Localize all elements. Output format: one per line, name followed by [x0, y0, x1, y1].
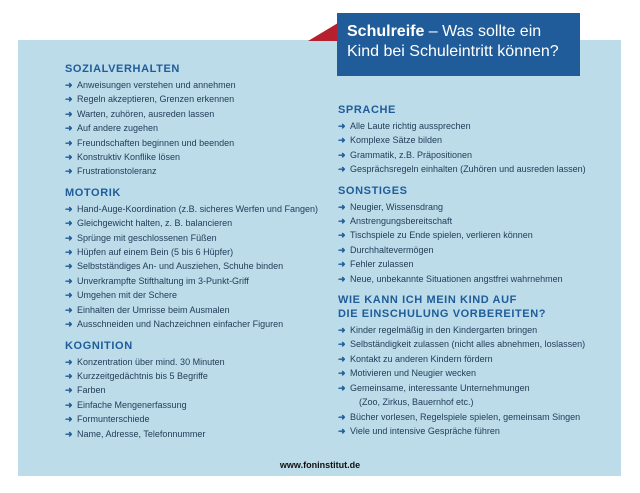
arrow-right-icon: ➜ [65, 399, 73, 410]
section-heading-line: WIE KANN ICH MEIN KIND AUF [338, 294, 517, 307]
list-item [338, 133, 608, 147]
banner-tab [308, 23, 338, 41]
arrow-right-icon: ➜ [65, 108, 73, 119]
list-item-text: Hand-Auge-Koordination (z.B. sicheres Werfen und Fangen) [77, 203, 318, 214]
arrow-right-icon: ➜ [338, 325, 346, 336]
bullet-list [338, 323, 608, 438]
arrow-right-icon: ➜ [338, 382, 346, 393]
section-motorik [65, 186, 325, 332]
arrow-right-icon: ➜ [338, 216, 346, 227]
arrow-right-icon: ➜ [65, 428, 73, 439]
list-item-text: Selbständigkeit zulassen (nicht alles abnehmen, loslassen) [350, 339, 586, 350]
bullet-list [65, 355, 325, 441]
list-item [65, 355, 325, 369]
list-item [65, 164, 325, 178]
list-item [338, 366, 608, 380]
list-item [338, 272, 608, 286]
arrow-right-icon: ➜ [65, 247, 73, 258]
list-item-text: Komplexe Sätze bilden [350, 135, 443, 146]
arrow-right-icon: ➜ [65, 290, 73, 301]
arrow-right-icon: ➜ [65, 123, 73, 134]
list-item [65, 92, 325, 106]
list-item [65, 369, 325, 383]
list-item-text: Durchhaltevermögen [350, 244, 434, 255]
arrow-right-icon: ➜ [65, 203, 73, 214]
section-heading-line: SOZIALVERHALTEN [65, 63, 180, 75]
arrow-right-icon: ➜ [338, 121, 346, 131]
arrow-right-icon: ➜ [338, 273, 346, 284]
arrow-right-icon: ➜ [65, 356, 73, 367]
list-item [338, 337, 608, 351]
list-item [338, 200, 608, 214]
list-item [65, 412, 325, 426]
list-item-text: Fehler zulassen [350, 259, 414, 270]
section-kognition [65, 339, 325, 441]
arrow-right-icon: ➜ [65, 80, 73, 90]
arrow-right-icon: ➜ [338, 244, 346, 255]
banner-title-rest: – Was sollte ein [424, 23, 542, 40]
list-item-text: Einhalten der Umrisse beim Ausmalen [77, 304, 230, 315]
list-item [338, 381, 608, 395]
list-item-text: Alle Laute richtig aussprechen [350, 121, 471, 131]
arrow-right-icon: ➜ [338, 353, 346, 364]
arrow-right-icon: ➜ [65, 414, 73, 425]
list-item [338, 424, 608, 438]
list-item [65, 303, 325, 317]
list-item [338, 243, 608, 257]
list-item [65, 317, 325, 331]
arrow-right-icon: ➜ [338, 339, 346, 350]
list-item [65, 136, 325, 150]
list-item-text: Farben [77, 385, 106, 396]
list-item [65, 274, 325, 288]
list-item [65, 383, 325, 397]
list-item [65, 107, 325, 121]
section-heading-line: SPRACHE [338, 104, 396, 116]
list-item [65, 202, 325, 216]
list-item [65, 150, 325, 164]
section-heading-line: MOTORIK [65, 186, 121, 199]
left-column [65, 62, 325, 448]
list-item-text: Neue, unbekannte Situationen angstfrei wahrnehmen [350, 273, 563, 284]
list-item-text: Motivieren und Neugier wecken [350, 368, 477, 379]
list-item-text: Gemeinsame, interessante Unternehmungen [350, 382, 530, 393]
arrow-right-icon: ➜ [65, 166, 73, 177]
list-item-text: Unverkrampfte Stifthaltung im 3-Punkt-Griff [77, 275, 249, 286]
arrow-right-icon: ➜ [65, 275, 73, 286]
list-item-text: Konstruktiv Konflike lösen [77, 152, 181, 163]
arrow-right-icon: ➜ [65, 94, 73, 105]
arrow-right-icon: ➜ [65, 261, 73, 272]
arrow-right-icon: ➜ [338, 201, 346, 212]
list-item-text: Anweisungen verstehen und annehmen [77, 80, 236, 90]
list-item [65, 216, 325, 230]
section-sozialverhalten [65, 62, 325, 179]
section-sonstiges [338, 184, 608, 286]
arrow-right-icon: ➜ [65, 370, 73, 381]
section-wie-kann-ich-mein-kind-auf [338, 293, 608, 438]
title-banner [337, 13, 580, 76]
list-item-text: Neugier, Wissensdrang [350, 201, 444, 212]
banner-title-line2: Kind bei Schuleintritt können? [347, 43, 559, 60]
list-item-text: Anstrengungsbereitschaft [350, 216, 453, 227]
arrow-right-icon: ➜ [65, 304, 73, 315]
list-item [338, 257, 608, 271]
list-item-text: Selbstständiges An- und Ausziehen, Schuhe binden [77, 261, 284, 272]
list-item-text: Konzentration über mind. 30 Minuten [77, 356, 225, 367]
bullet-list [65, 202, 325, 332]
list-item [338, 148, 608, 162]
arrow-right-icon: ➜ [338, 368, 346, 379]
list-item [338, 162, 608, 176]
list-item [65, 288, 325, 302]
bullet-list [338, 119, 608, 177]
arrow-right-icon: ➜ [338, 135, 346, 146]
list-item-text: Viele und intensive Gespräche führen [350, 425, 500, 436]
list-item-text: Ausschneiden und Nachzeichnen einfacher Figuren [77, 319, 284, 330]
list-item [65, 259, 325, 273]
banner-title-bold: Schulreife [347, 23, 425, 40]
list-item-text: Regeln akzeptieren, Grenzen erkennen [77, 94, 235, 105]
section-heading [65, 186, 325, 200]
list-item-text: Kurzzeitgedächtnis bis 5 Begriffe [77, 370, 208, 381]
section-heading [338, 184, 608, 198]
arrow-right-icon: ➜ [338, 411, 346, 422]
list-item [65, 398, 325, 412]
list-item [338, 410, 608, 424]
arrow-right-icon: ➜ [65, 385, 73, 396]
list-item-text: Freundschaften beginnen und beenden [77, 137, 235, 148]
list-item-text: Umgehen mit der Schere [77, 290, 178, 301]
arrow-right-icon: ➜ [65, 137, 73, 148]
list-item-text: Hüpfen auf einem Bein (5 bis 6 Hüpfer) [77, 247, 234, 258]
arrow-right-icon: ➜ [338, 425, 346, 436]
list-item [338, 323, 608, 337]
list-item-text: Bücher vorlesen, Regelspiele spielen, gemeinsam Singen [350, 411, 581, 422]
list-item-text: (Zoo, Zirkus, Bauernhof etc.) [359, 397, 474, 408]
bullet-list [338, 200, 608, 286]
right-column [338, 103, 608, 445]
arrow-right-icon: ➜ [338, 164, 346, 175]
section-heading [338, 293, 608, 321]
list-item-text: Tischspiele zu Ende spielen, verlieren können [350, 230, 533, 241]
list-item-text: Kontakt zu anderen Kindern fördern [350, 353, 493, 364]
footer-url[interactable]: www.foninstitut.de [279, 460, 361, 470]
section-heading-line: DIE EINSCHULUNG VORBEREITEN? [338, 308, 547, 321]
arrow-right-icon: ➜ [65, 319, 73, 330]
section-sprache [338, 103, 608, 177]
section-heading [65, 62, 325, 76]
list-item-text: Name, Adresse, Telefonnummer [77, 428, 206, 439]
list-item-text: Kinder regelmäßig in den Kindergarten bringen [350, 325, 538, 336]
list-item [65, 427, 325, 441]
list-item-text: Warten, zuhören, ausreden lassen [77, 108, 215, 119]
arrow-right-icon: ➜ [338, 259, 346, 270]
arrow-right-icon: ➜ [338, 149, 346, 160]
list-item [338, 228, 608, 242]
list-item-text: Auf andere zugehen [77, 123, 159, 134]
banner-title-line1 [347, 22, 570, 41]
list-item [65, 245, 325, 259]
list-item [338, 352, 608, 366]
list-item-text: Gesprächsregeln einhalten (Zuhören und ausreden lassen) [350, 164, 586, 175]
list-item-text: Einfache Mengenerfassung [77, 399, 187, 410]
list-item [65, 78, 325, 92]
section-heading-line: SONSTIGES [338, 184, 408, 197]
list-item-text: Grammatik, z.B. Präpositionen [350, 149, 473, 160]
list-item [338, 395, 608, 409]
arrow-right-icon: ➜ [65, 152, 73, 163]
list-item-text: Gleichgewicht halten, z. B. balancieren [77, 218, 233, 229]
bullet-list [65, 78, 325, 179]
arrow-right-icon: ➜ [65, 232, 73, 243]
list-item [65, 231, 325, 245]
list-item-text: Sprünge mit geschlossenen Füßen [77, 232, 217, 243]
list-item-text: Formunterschiede [77, 414, 150, 425]
list-item [338, 214, 608, 228]
section-heading-line: KOGNITION [65, 339, 133, 352]
list-item [65, 121, 325, 135]
list-item [338, 119, 608, 133]
list-item-text: Frustrationstoleranz [77, 166, 157, 177]
arrow-right-icon: ➜ [65, 218, 73, 229]
arrow-right-icon: ➜ [338, 230, 346, 241]
section-heading [65, 339, 325, 353]
section-heading [338, 103, 608, 117]
